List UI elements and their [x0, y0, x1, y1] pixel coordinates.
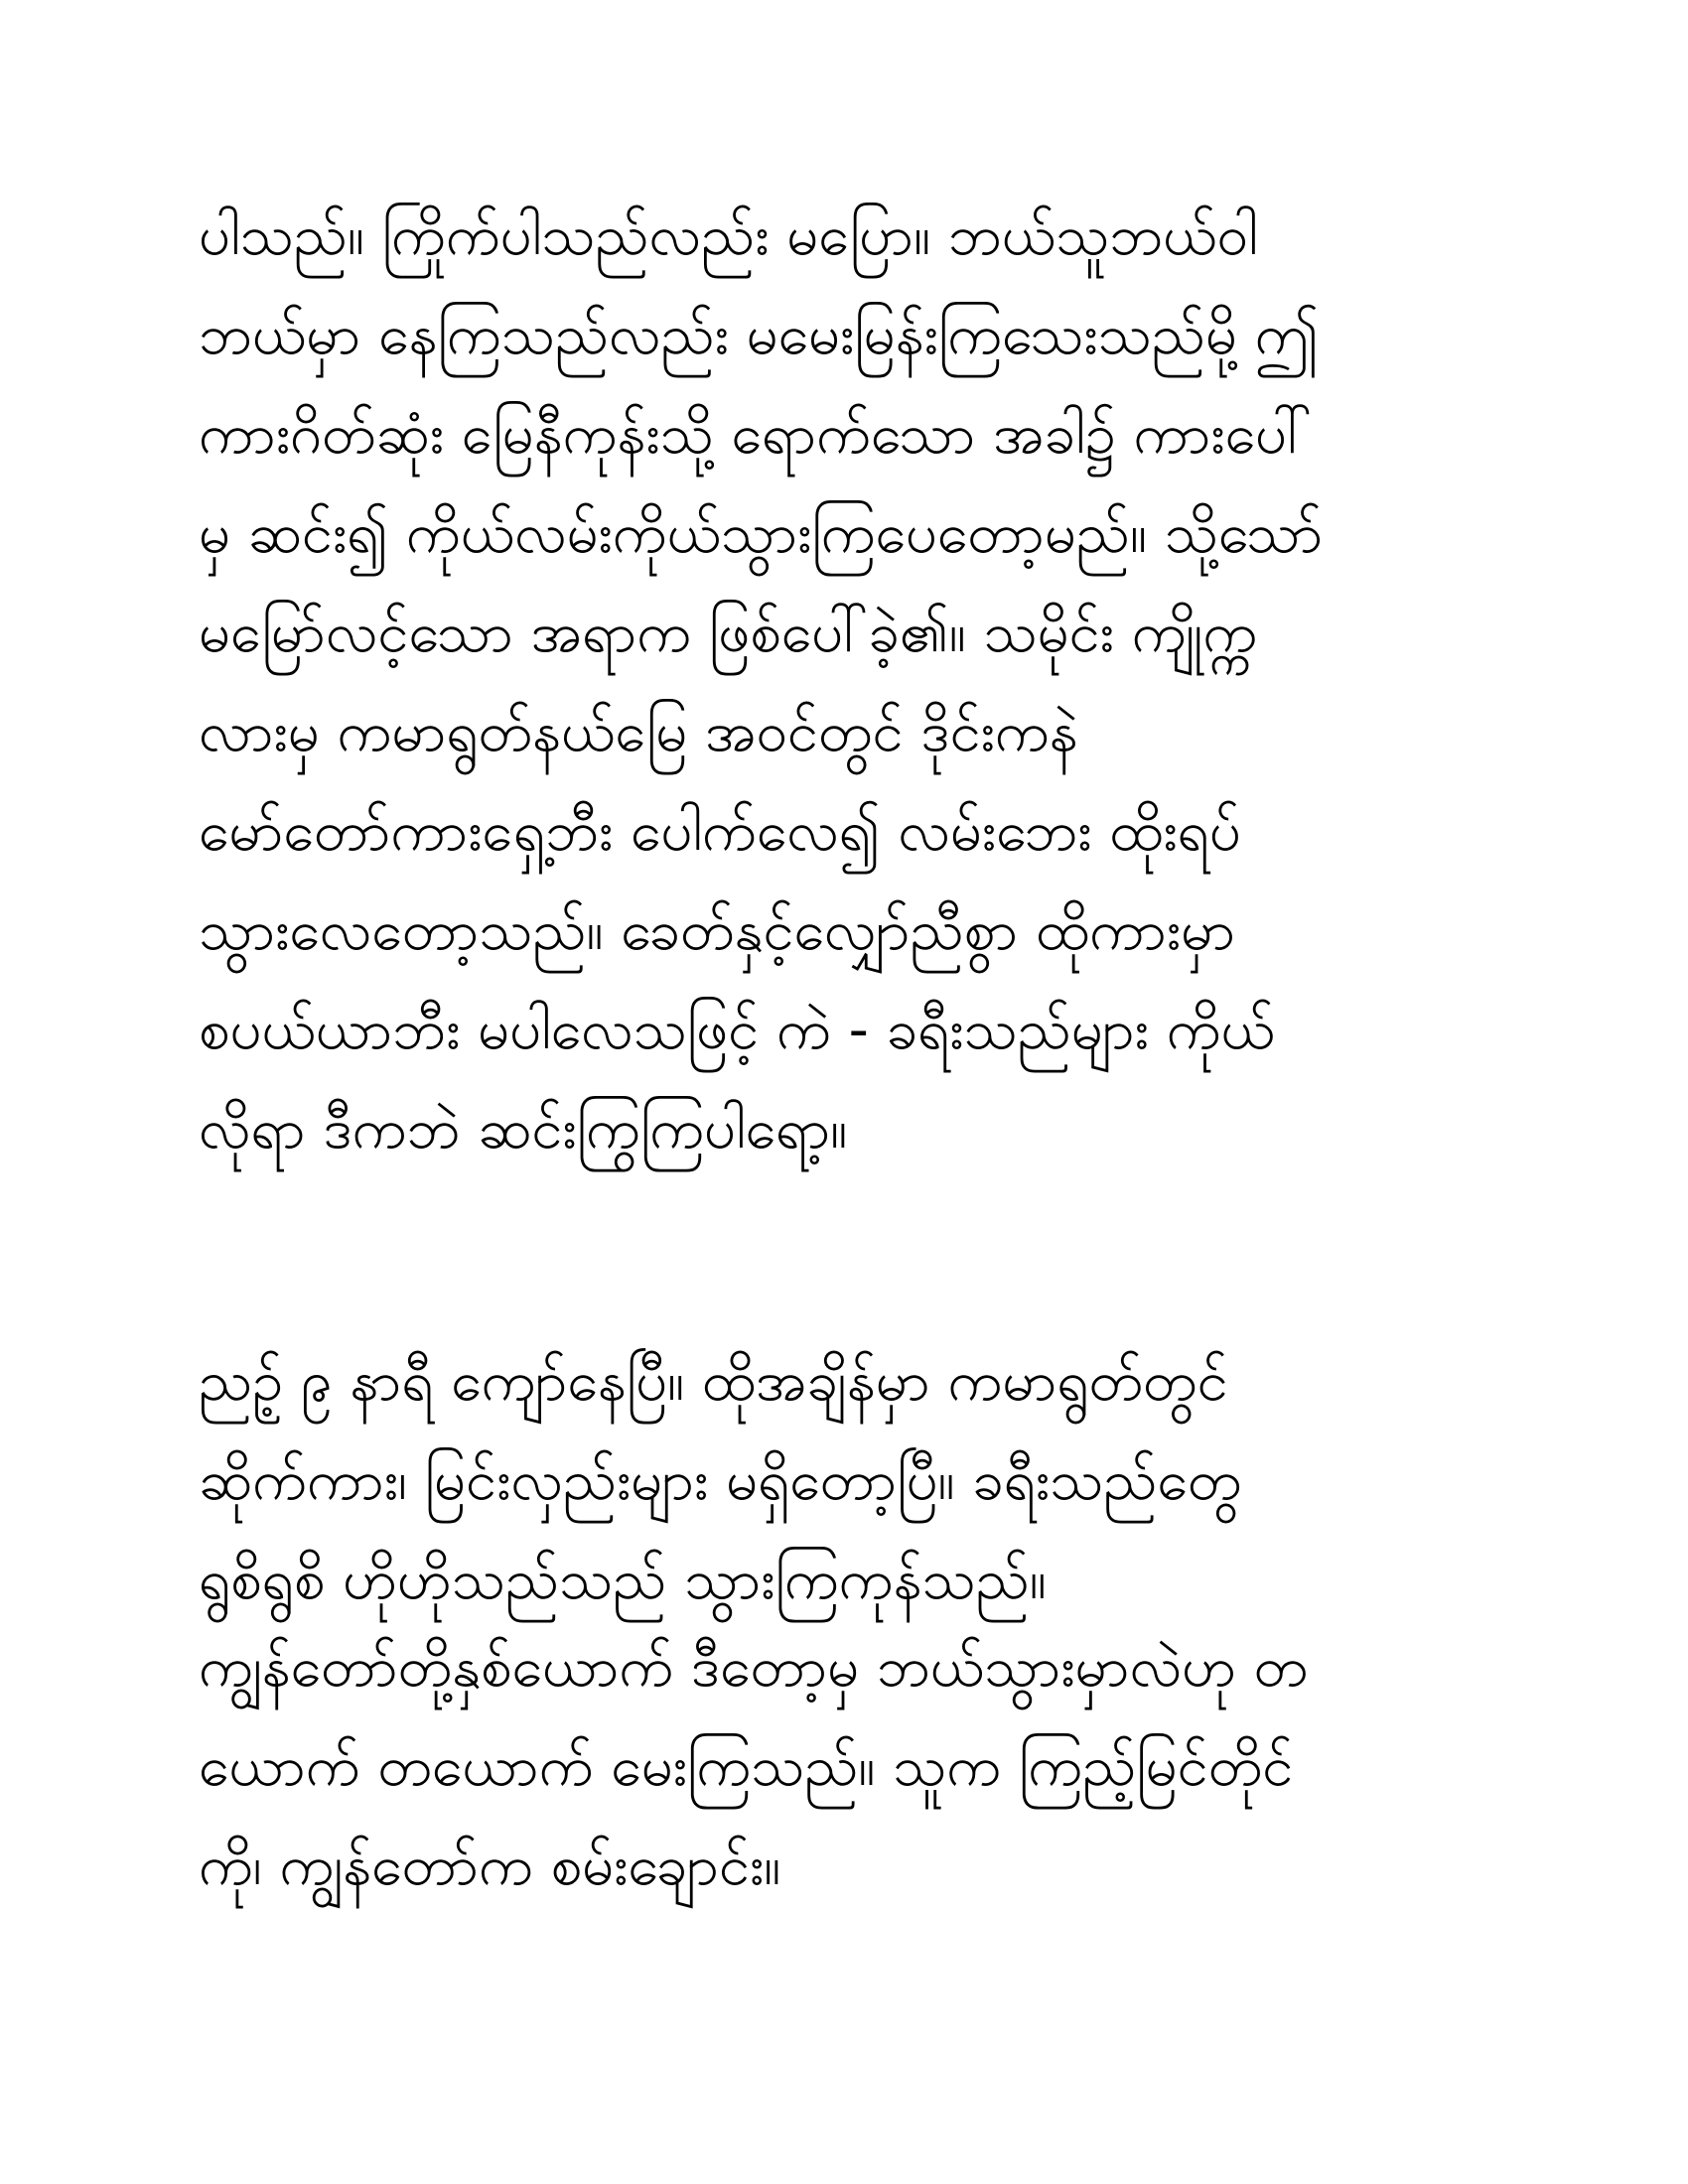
text-line: မမြော်လင့်သော အရာက ဖြစ်ပေါ်ခဲ့၏။ သမိုင်း ကျိုက္က — [199, 601, 1258, 665]
text-line: ကို၊ ကျွန်တော်က စမ်းချောင်း။ — [199, 1834, 781, 1898]
text-line: ကားဂိတ်ဆုံး မြေနီကုန်းသို့ ရောက်သော အခါ၌ ကားပေါ် — [199, 402, 1313, 467]
text-line: ညဉ့် ၉ နာရီ ကျော်နေပြီ။ ထိုအချိန်မှာ ကမာရွတ်တွင် — [199, 1349, 1228, 1414]
text-line: လားမှ ကမာရွတ်နယ်မြေ အဝင်တွင် ဒိုင်းကနဲ — [199, 700, 1078, 764]
paragraph-3 — [199, 1618, 1489, 1916]
text-line: သွားလေတော့သည်။ ခေတ်နှင့်လျှော်ညီစွာ ထိုကားမှာ — [199, 898, 1236, 963]
text-line: ဘယ်မှာ နေကြသည်လည်း မမေးမြန်းကြသေးသည်မို့ ဤ — [199, 303, 1320, 367]
text-line: မော်တော်ကားရှေ့ဘီး ပေါက်လေ၍ လမ်းဘေး ထိုးရပ် — [199, 799, 1241, 864]
paragraph-1 — [199, 187, 1489, 1179]
text-line: ဆိုက်ကား၊ မြင်းလှည်းများ မရှိတော့ပြီ။ ခရီးသည်တွေ — [199, 1448, 1242, 1513]
text-line: ကျွန်တော်တို့နှစ်ယောက် ဒီတော့မှ ဘယ်သွားမှာလဲဟု တ — [199, 1635, 1309, 1700]
text-line: ပါသည်။ ကြိုက်ပါသည်လည်း မပြော။ ဘယ်သူဘယ်ဝါ — [199, 204, 1258, 268]
text-line: စပယ်ယာဘီး မပါလေသဖြင့် ကဲ - ခရီးသည်များ ကိုယ် — [199, 998, 1275, 1062]
text-line: လိုရာ ဒီကဘဲ ဆင်းကြွကြပါရော့။ — [199, 1097, 848, 1161]
text-line: ယောက် တယောက် မေးကြသည်။ သူက ကြည့်မြင်တိုင် — [199, 1734, 1294, 1799]
text-line: မှ ဆင်း၍ ကိုယ်လမ်းကိုယ်သွားကြပေတော့မည်။ သို့သော် — [199, 501, 1324, 566]
paragraph-2 — [199, 1332, 1489, 1630]
text-line: ရွစိရွစိ ဟိုဟိုသည်သည် သွားကြကုန်သည်။ — [199, 1548, 1047, 1612]
